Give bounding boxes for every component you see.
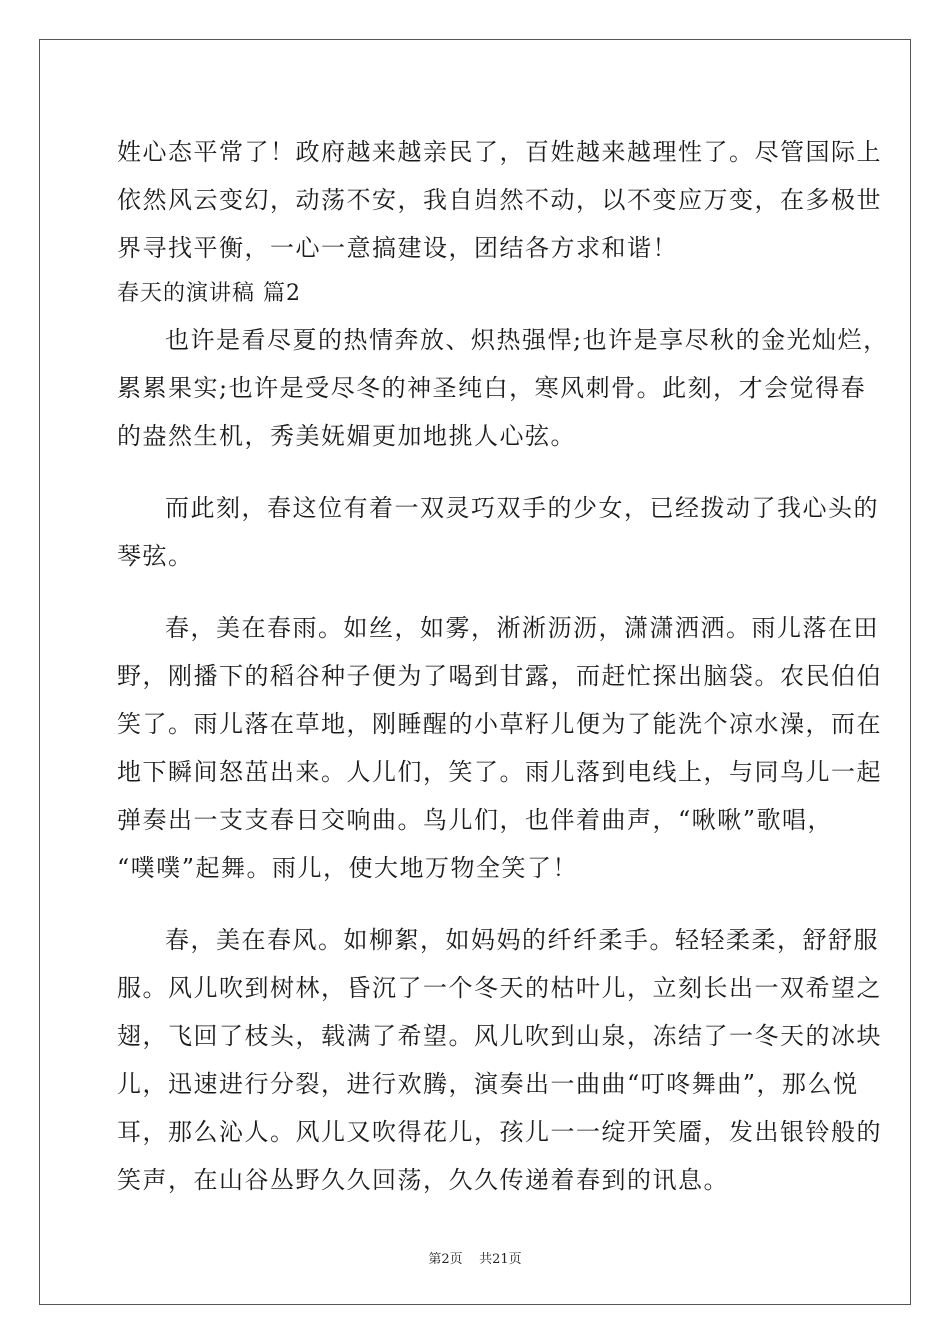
text-line: 界寻找平衡，一心一意搞建设，团结各方求和谐！ (117, 234, 678, 262)
paragraph (117, 916, 882, 1204)
text-line: 弹奏出一支支春日交响曲。鸟儿们，也伴着曲声，“啾啾”歌唱， (117, 806, 834, 834)
document-body (117, 128, 889, 1204)
text-line: 耳，那么沁人。风儿又吹得花儿，孩儿一一绽开笑靥，发出银铃般的 (117, 1118, 882, 1146)
text-line: 野，刚播下的稻谷种子便为了喝到甘露，而赶忙探出脑袋。农民伯伯 (117, 662, 882, 690)
text-line: 笑声，在山谷丛野久久回荡，久久传递着春到的讯息。 (117, 1166, 729, 1194)
text-line: 春，美在春风。如柳絮，如妈妈的纤纤柔手。轻轻柔柔，舒舒服 (165, 926, 879, 954)
text-line: 的盎然生机，秀美妩媚更加地挑人心弦。 (117, 422, 576, 450)
section-heading: 春天的演讲稿 篇2 (117, 281, 301, 306)
page-number: 第2页 (428, 1252, 463, 1267)
page-footer (0, 1248, 950, 1267)
text-line: 春，美在春雨。如丝，如雾，淅淅沥沥，潇潇洒洒。雨儿落在田 (165, 614, 879, 642)
text-line: 姓心态平常了！政府越来越亲民了，百姓越来越理性了。尽管国际上 (117, 138, 882, 166)
text-line: 笑了。雨儿落在草地，刚睡醒的小草籽儿便为了能洗个凉水澡，而在 (117, 710, 882, 738)
text-line: 也许是看尽夏的热情奔放、炽热强悍;也许是享尽秋的金光灿烂， (165, 326, 889, 354)
paragraph (117, 604, 882, 892)
text-line: 地下瞬间怒茁出来。人儿们，笑了。雨儿落到电线上，与同鸟儿一起 (117, 758, 882, 786)
text-line: “噗噗”起舞。雨儿，使大地万物全笑了！ (117, 854, 579, 882)
text-line: 琴弦。 (117, 542, 194, 570)
text-line: 而此刻，春这位有着一双灵巧双手的少女，已经拨动了我心头的 (165, 494, 879, 522)
text-line: 服。风儿吹到树林，昏沉了一个冬天的枯叶儿，立刻长出一双希望之 (117, 974, 882, 1002)
text-line: 儿，迅速进行分裂，进行欢腾，演奏出一曲曲“叮咚舞曲”，那么悦 (117, 1070, 859, 1098)
paragraph (117, 484, 879, 580)
paragraph (117, 316, 889, 460)
page-total: 共21页 (479, 1252, 522, 1267)
text-line: 依然风云变幻，动荡不安，我自岿然不动，以不变应万变，在多极世 (117, 186, 882, 214)
text-line: 累累果实;也许是受尽冬的神圣纯白，寒风刺骨。此刻，才会觉得春 (117, 374, 867, 402)
text-line: 翅，飞回了枝头，载满了希望。风儿吹到山泉，冻结了一冬天的冰块 (117, 1022, 882, 1050)
